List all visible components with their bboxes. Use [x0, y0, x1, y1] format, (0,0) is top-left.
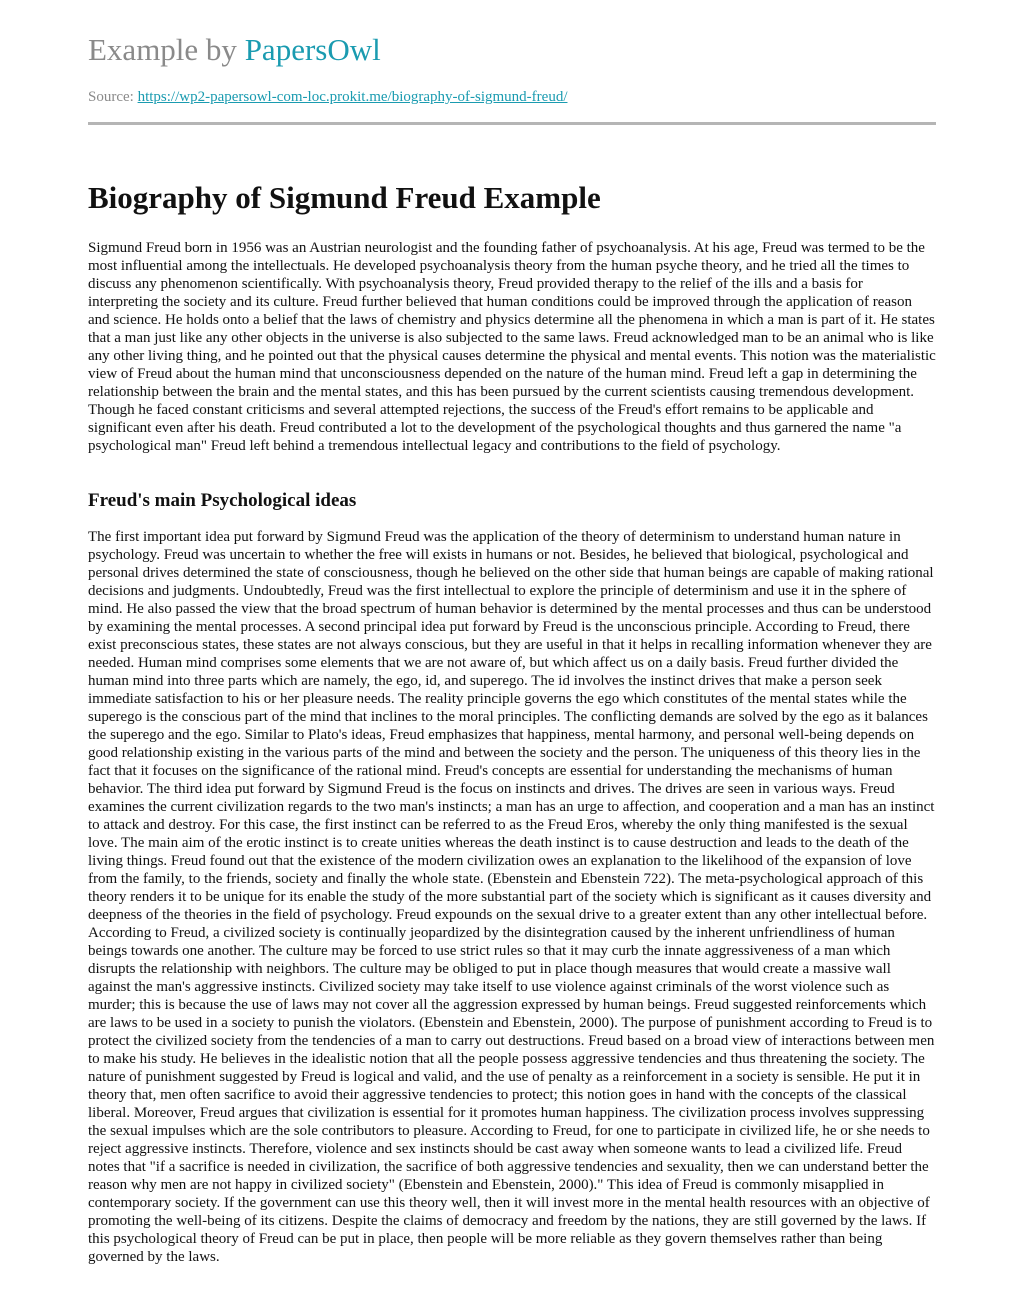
header-divider — [88, 122, 936, 125]
page-title: Biography of Sigmund Freud Example — [88, 180, 601, 215]
source-link[interactable]: https://wp2-papersowl-com-loc.prokit.me/biography-of-sigmund-freud/ — [137, 89, 568, 105]
intro-paragraph: Sigmund Freud born in 1956 was an Austrian neurologist and the founding father of psychoanalysis. At his age, Freud was termed to be the most influential among the intellectuals. He developed psychoanalysis theory from the human psyche theory, and he tried all the times to discuss any phenomenon scientifically. With psychoanalysis theory, Freud provided therapy to the relief of the ills and a basis for interpreting the society and its culture. Freud further believed that human conditions could be improved through the application of reason and science. He holds onto a belief that the laws of chemistry and physics determine all the phenomena in which a man is part of it. He states that a man just like any other objects in the universe is also subjected to the same laws. Freud acknowledged man to be an animal who is like any other living thing, and he pointed out that the physical causes determine the physical and mental events. This notion was the materialistic view of Freud about the human mind that unconsciousness depended on the nature of the human mind. Freud left a gap in determining the relationship between the brain and the mental states, and this has been pursued by the current scientists causing tremendous development. Though he faced constant criticisms and several attempted rejections, the success of the Freud's effort remains to be applicable and significant even after his death. Freud contributed a lot to the development of the psychological thoughts and thus garnered the name "a psychological man" Freud left behind a tremendous intellectual legacy and contributions to the field of psychology. — [88, 240, 936, 454]
source-label: Source: — [88, 89, 138, 105]
source-line — [88, 89, 567, 106]
section-heading: Freud's main Psychological ideas — [88, 490, 357, 511]
brand-header — [88, 30, 381, 70]
section-paragraph: The first important idea put forward by Sigmund Freud was the application of the theory of determinism to understand human nature in psychology. Freud was uncertain to whether the free will exists in humans or not. Besides, he believed that biological, psychological and personal drives determined the state of consciousness, though he believed on the other side that human beings are capable of making rational decisions and judgments. Undoubtedly, Freud was the first intellectual to explore the principle of determinism and use it in the sphere of mind. He also passed the view that the broad spectrum of human behavior is determined by the mental processes and thus can be understood by examining the mental processes. A second principal idea put forward by Freud is the unconscious principle. According to Freud, there exist preconscious states, these states are not always conscious, but they are useful in that it helps in recalling information whenever they are needed. Human mind comprises some elements that we are not aware of, but which affect us on a daily basis. Freud further divided the human mind into three parts which are namely, the ego, id, and superego. The id involves the instinct drives that make a person seek immediate satisfaction to his or her pleasure needs. The reality principle governs the ego which constitutes of the mental states while the superego is the conscious part of the mind that inclines to the moral principles. The conflicting demands are solved by the ego as it balances the superego and the ego. Similar to Plato's ideas, Freud emphasizes that happiness, mental harmony, and personal well-being depends on good relationship existing in the various parts of the mind and between the society and the person. The uniqueness of this theory lies in the fact that it focuses on the significance of the rational mind. Freud's concepts are essential for understanding the mechanisms of human behavior. The third idea put forward by Sigmund Freud is the focus on instincts and drives. The drives are seen in various ways. Freud examines the current civilization regards to the two man's instincts; a man has an urge to affection, and cooperation and a man has an instinct to attack and destroy. For this case, the first instinct can be referred to as the Freud Eros, whereby the only thing manifested is the sexual love. The main aim of the erotic instinct is to create unities whereas the death instinct is to cause destruction and leads to the death of the living things. Freud found out that the existence of the modern civilization owes an explanation to the likelihood of the expansion of love from the family, to the friends, society and finally the whole state. (Ebenstein and Ebenstein 722). The meta-psychological approach of this theory renders it to be unique for its enable the study of the more substantial part of the society which is significant as it causes diversity and deepness of the theories in the field of psychology. Freud expounds on the sexual drive to a greater extent than any other intellectual before. According to Freud, a civilized society is continually jeopardized by the disintegration caused by the inherent unfriendliness of human beings towards one another. The culture may be forced to use strict rules so that it may curb the innate aggressiveness of a man which disrupts the relationship with neighbors. The culture may be obliged to put in place though measures that would create a massive wall against the man's aggressive instincts. Civilized society may take itself to use violence against criminals of the worst violence such as murder; this is because the use of laws may not cover all the aggression expressed by human beings. Freud suggested reinforcements which are laws to be used in a society to punish the violators. (Ebenstein and Ebenstein, 2000). The purpose of punishment according to Freud is to protect the civilized society from the tendencies of a man to carry out destructions. Freud based on a broad view of interactions between men to make his study. He believes in the idealistic notion that all the people possess aggressive tendencies and thus threatening the society. The nature of punishment suggested by Freud is logical and valid, and the use of penalty as a reinforcement in a society is sensible. He put it in theory that, men often sacrifice to avoid their aggressive tendencies to protect; this notion goes in hand with the concepts of the classical liberal. Moreover, Freud argues that civilization is essential for it promotes human happiness. The civilization process involves suppressing the sexual impulses which are the sole contributors to pleasure. According to Freud, for one to participate in civilized life, he or she needs to reject aggressive instincts. Therefore, violence and sex instincts should be cast away when someone wants to lead a civilized life. Freud notes that "if a sacrifice is needed in civilization, the sacrifice of both aggressive tendencies and sexuality, then we can understand better the reason why men are not happy in civilized society" (Ebenstein and Ebenstein, 2000)." This idea of Freud is commonly misapplied in contemporary society. If the government can use this theory well, then it will invest more in the mental health resources with an objective of promoting the well-being of its citizens. Despite the claims of democracy and freedom by the nations, they are still governed by the laws. If this psychological theory of Freud can be put in place, then people will be more reliable as they govern themselves rather than being governed by the laws. — [88, 529, 935, 1265]
brand-logo-link[interactable]: PapersOwl — [244, 32, 381, 67]
brand-prefix: Example by — [88, 32, 245, 67]
